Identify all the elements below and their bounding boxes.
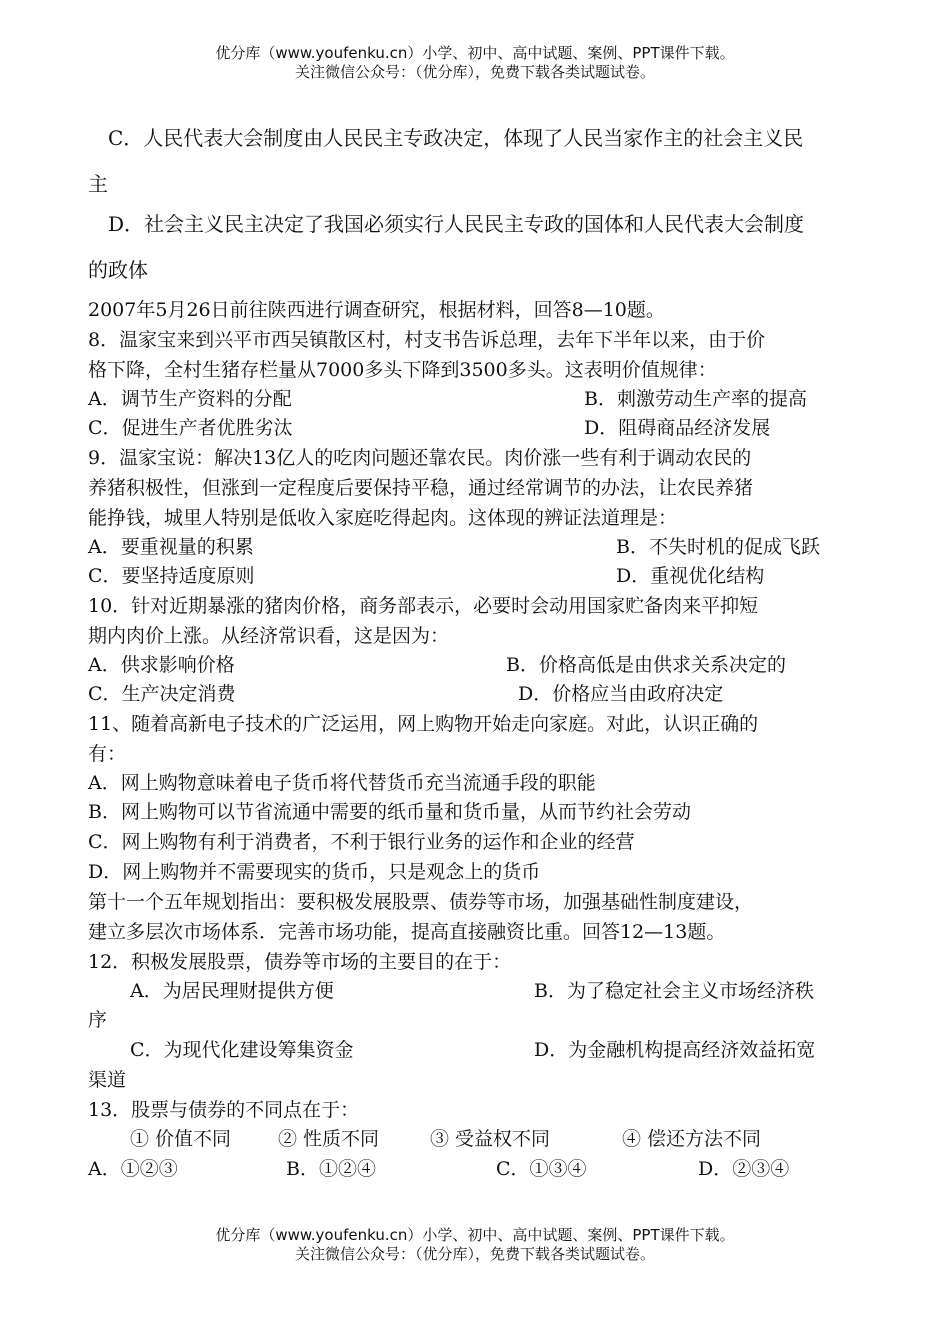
q11-option-a: A．网上购物意味着电子货币将代替货币充当流通手段的职能 xyxy=(88,772,596,794)
q12-option-b: B．为了稳定社会主义市场经济秩 xyxy=(534,980,814,1002)
q13-item-3: ③ 受益权不同 xyxy=(430,1128,551,1150)
q11-option-d: D．网上购物并不需要现实的货币，只是观念上的货币 xyxy=(88,861,541,883)
q8-option-c: C．促进生产者优胜劣汰 xyxy=(88,417,293,439)
q8-option-b: B．刺激劳动生产率的提高 xyxy=(584,388,807,410)
q12-option-a: A．为居民理财提供方便 xyxy=(130,980,334,1002)
q9-stem-line1: 9．温家宝说：解决13亿人的吃肉问题还靠农民。肉价涨一些有利于调动农民的 xyxy=(88,447,752,469)
q10-option-b: B．价格高低是由供求关系决定的 xyxy=(506,654,786,676)
prev-option-c-line2: 主 xyxy=(88,172,108,196)
q13-stem: 13．股票与债券的不同点在于： xyxy=(88,1099,360,1121)
q8-stem-line2: 格下降，全村生猪存栏量从7000多头下降到3500多头。这表明价值规律： xyxy=(88,359,717,381)
prev-option-c-line1: C．人民代表大会制度由人民民主专政决定，体现了人民当家作主的社会主义民 xyxy=(108,126,804,150)
q9-option-d: D．重视优化结构 xyxy=(616,565,765,587)
q9-stem-line2: 养猪积极性，但涨到一定程度后要保持平稳，通过经常调节的办法，让农民养猪 xyxy=(88,477,754,499)
q8-option-a: A．调节生产资料的分配 xyxy=(88,388,292,410)
q13-item-1: ① 价值不同 xyxy=(130,1128,232,1150)
q10-option-d: D．价格应当由政府决定 xyxy=(518,683,724,705)
intro-12-13-line2: 建立多层次市场体系．完善市场功能，提高直接融资比重。回答12—13题。 xyxy=(88,921,726,943)
q11-option-c: C．网上购物有利于消费者，不利于银行业务的运作和企业的经营 xyxy=(88,831,635,853)
header-line-1: 优分库（www.youfenku.cn）小学、初中、高中试题、案例、PPT课件下载。 xyxy=(215,44,735,62)
q13-option-c: C．①③④ xyxy=(496,1158,587,1180)
page-header xyxy=(0,44,950,82)
q13-option-a: A．①②③ xyxy=(88,1158,178,1180)
q8-option-d: D．阻碍商品经济发展 xyxy=(584,417,771,439)
q9-option-c: C．要坚持适度原则 xyxy=(88,565,255,587)
q9-option-b: B．不失时机的促成飞跃 xyxy=(616,536,820,558)
q12-option-b-cont: 序 xyxy=(88,1009,108,1031)
page-footer xyxy=(0,1226,950,1264)
q9-stem-line3: 能挣钱，城里人特别是低收入家庭吃得起肉。这体现的辨证法道理是： xyxy=(88,507,678,529)
q10-stem-line2: 期内肉价上涨。从经济常识看，这是因为： xyxy=(88,625,450,647)
q11-stem-line2: 有： xyxy=(88,743,127,765)
q12-option-d-cont: 渠道 xyxy=(88,1069,127,1091)
q13-item-2: ② 性质不同 xyxy=(278,1128,380,1150)
q13-option-d: D．②③④ xyxy=(698,1158,790,1180)
q9-option-a: A．要重视量的积累 xyxy=(88,536,254,558)
q13-option-b: B．①②④ xyxy=(286,1158,376,1180)
q10-option-c: C．生产决定消费 xyxy=(88,683,236,705)
q10-option-a: A．供求影响价格 xyxy=(88,654,235,676)
q13-item-4: ④ 偿还方法不同 xyxy=(622,1128,762,1150)
intro-8-10: 2007年5月26日前往陕西进行调查研究，根据材料，回答8—10题。 xyxy=(88,299,665,321)
footer-line-1: 优分库（www.youfenku.cn）小学、初中、高中试题、案例、PPT课件下载。 xyxy=(215,1226,735,1244)
q12-option-d: D．为金融机构提高经济效益拓宽 xyxy=(534,1039,816,1061)
prev-option-d-line1: D．社会主义民主决定了我国必须实行人民民主专政的国体和人民代表大会制度 xyxy=(108,212,805,236)
intro-12-13-line1: 第十一个五年规划指出：要积极发展股票、债券等市场，加强基础性制度建设， xyxy=(88,891,754,913)
q10-stem-line1: 10．针对近期暴涨的猪肉价格，商务部表示，必要时会动用国家贮备肉来平抑短 xyxy=(88,595,759,617)
q11-option-b: B．网上购物可以节省流通中需要的纸币量和货币量，从而节约社会劳动 xyxy=(88,801,691,823)
q12-stem: 12．积极发展股票，债券等市场的主要目的在于： xyxy=(88,951,512,973)
footer-line-2: 关注微信公众号：（优分库），免费下载各类试题试卷。 xyxy=(294,1245,655,1263)
prev-option-d-line2: 的政体 xyxy=(88,258,148,282)
q11-stem-line1: 11、随着高新电子技术的广泛运用，网上购物开始走向家庭。对此，认识正确的 xyxy=(88,713,759,735)
header-line-2: 关注微信公众号：（优分库），免费下载各类试题试卷。 xyxy=(294,63,655,81)
q8-stem-line1: 8．温家宝来到兴平市西吴镇散区村，村支书告诉总理，去年下半年以来，由于价 xyxy=(88,329,766,351)
q12-option-c: C．为现代化建设筹集资金 xyxy=(130,1039,354,1061)
